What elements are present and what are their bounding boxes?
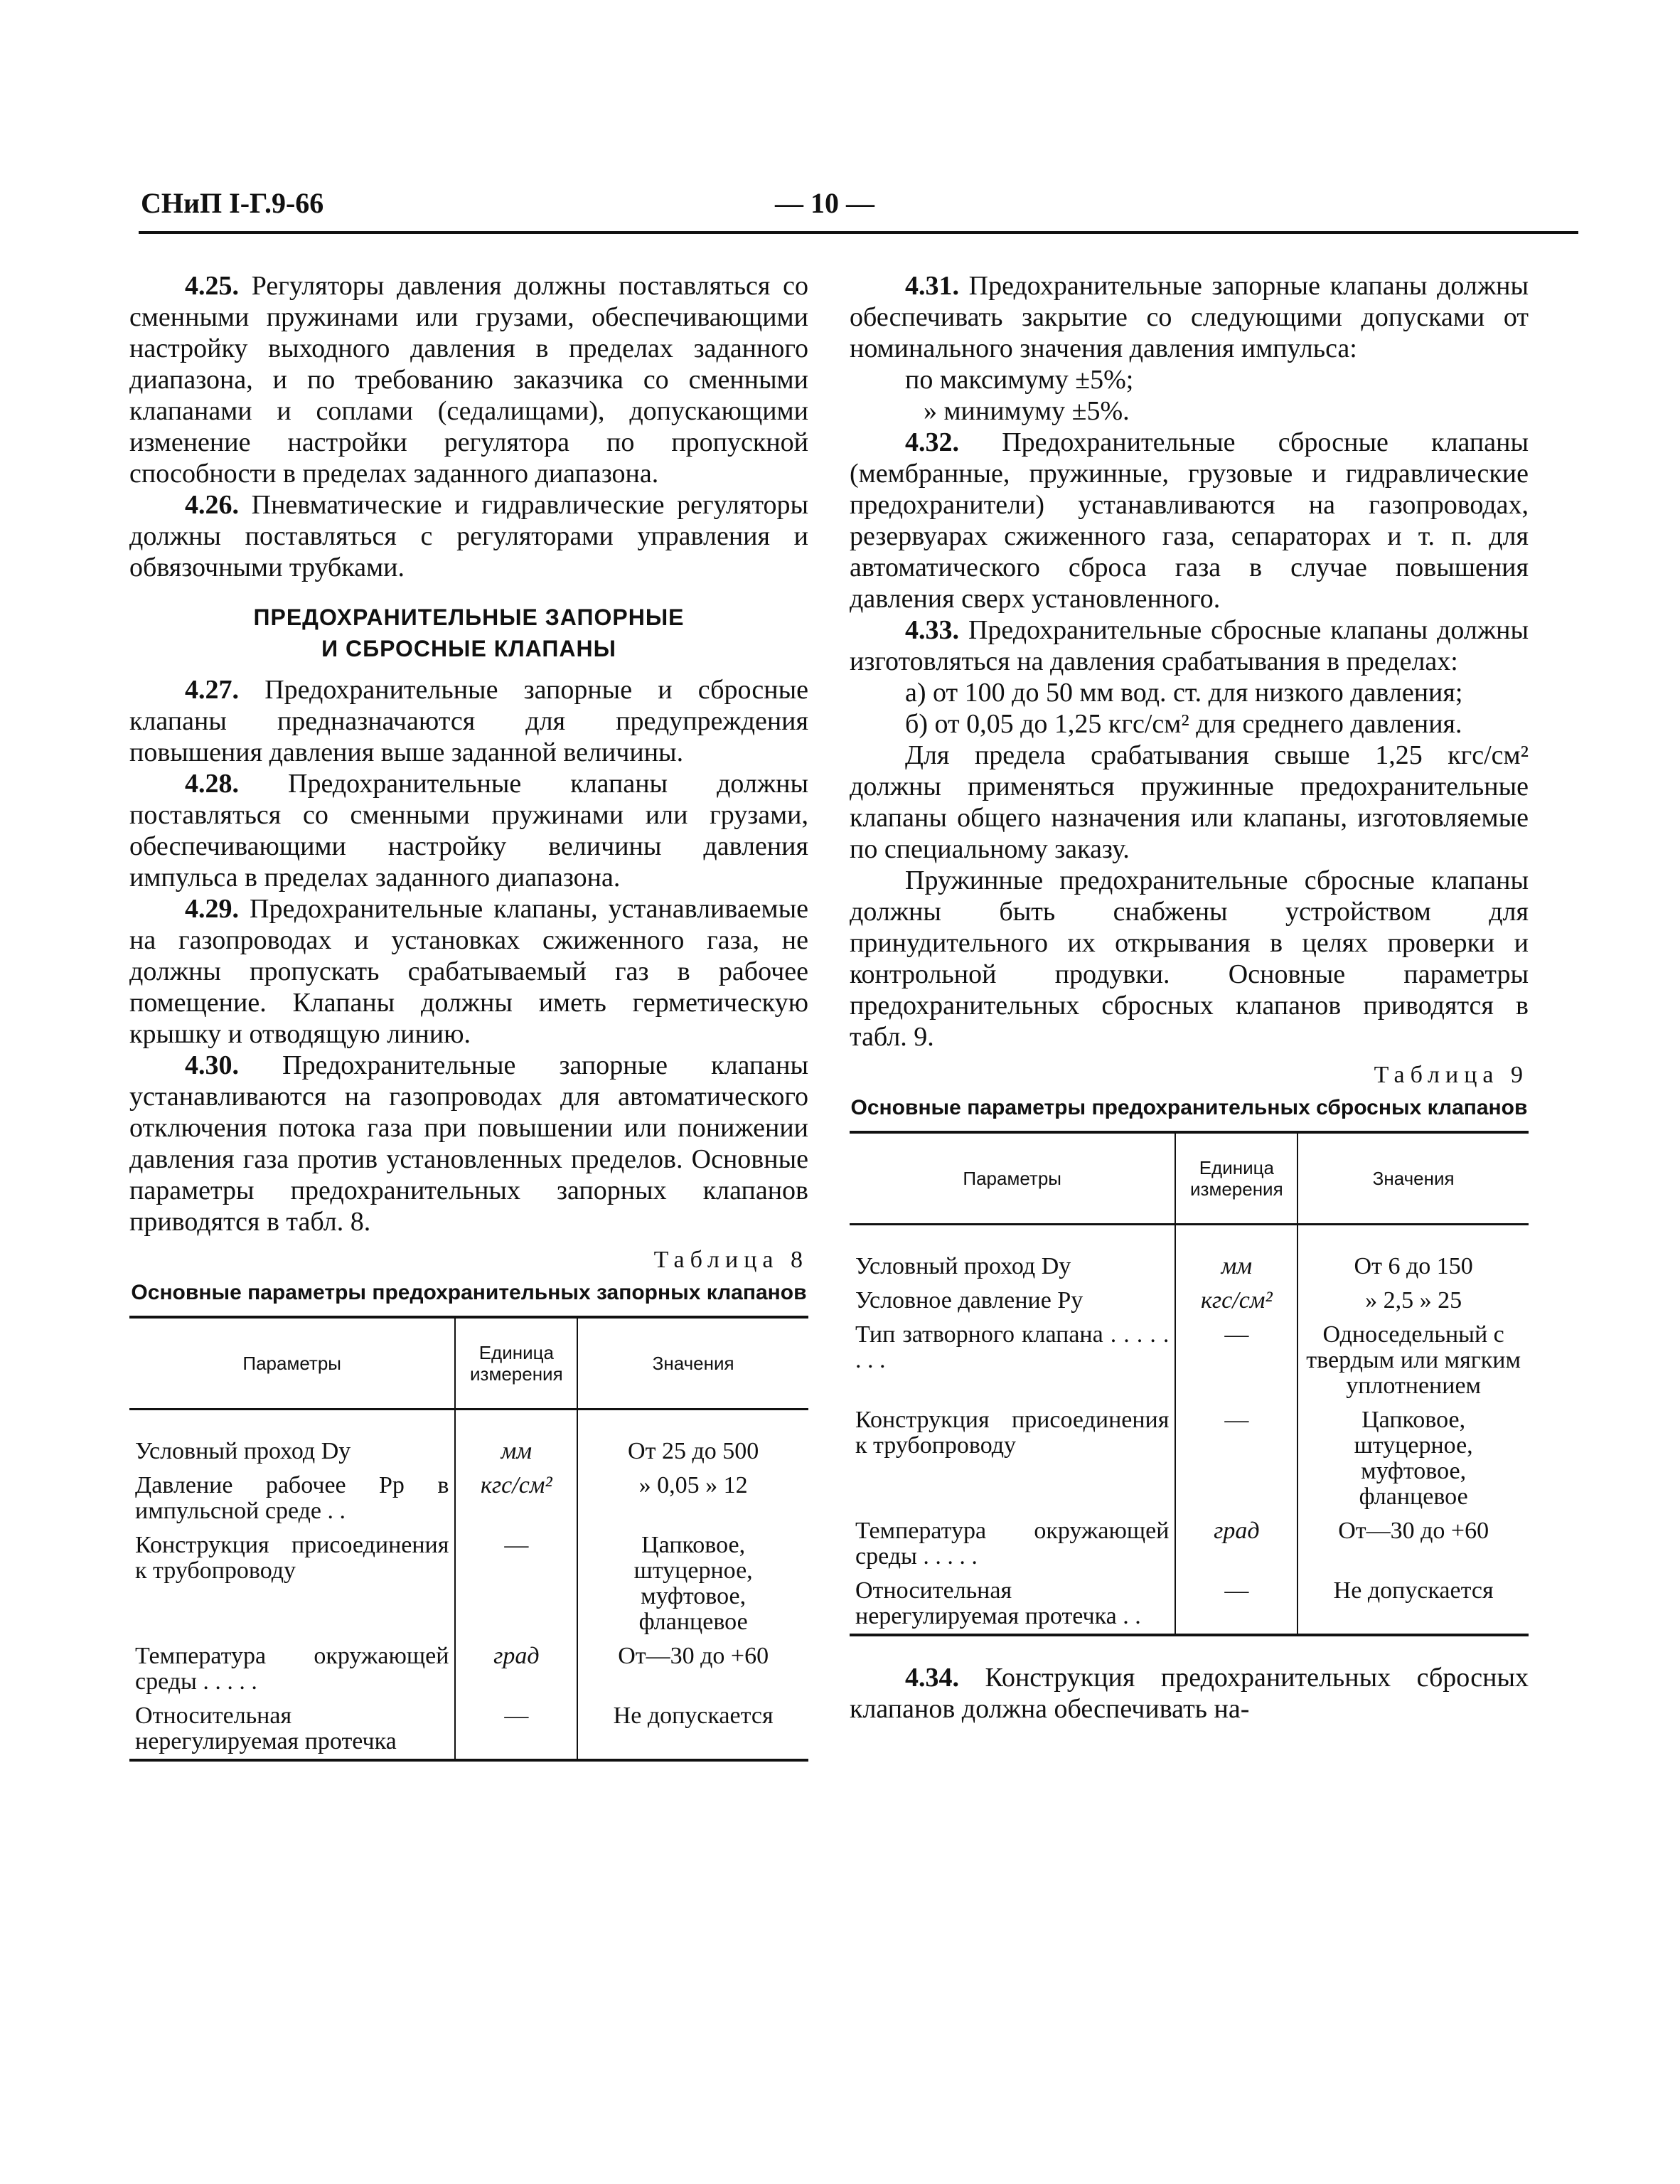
paragraph-text: Регуляторы давления должны поставляться со сменными пружинами или грузами, обеспечивающими настройку выходного давления в пределах заданного диапазона, и по требованию заказчика со сменными клапанами и соплами (седалищами), допускающими изменение настройки регулятора по пропускной способности в пределах заданного диапазона.: [129, 271, 809, 489]
cell-value: От—30 до +60: [577, 1639, 808, 1699]
cell-value: Цапковое, штуцерное, муфтовое, фланцевое: [1298, 1403, 1529, 1514]
paragraph-4-33-b: б) от 0,05 до 1,25 кгс/см² для среднего давления.: [905, 709, 1462, 739]
cell-value: » 0,05 » 12: [577, 1469, 808, 1528]
cell-value: От 25 до 500: [577, 1410, 808, 1469]
paragraph-text: Предохранительные запорные и сбросные клапаны предназначаются для предупреждения повышения давления выше заданной величины.: [129, 675, 809, 767]
cell-param: Условное давление Pу: [855, 1287, 1084, 1314]
cell-param: Конструкция присоединения к трубопроводу: [135, 1532, 449, 1584]
paragraph-number: 4.25.: [185, 271, 239, 301]
cell-value: Не допускается: [1298, 1574, 1529, 1635]
table-row: [850, 1574, 1529, 1635]
paragraph-number: 4.27.: [185, 675, 239, 705]
paragraph-text: Предохранительные клапаны должны поставляться со сменными пружинами или грузами, обеспечивающими настройку величины давления импульса в пределах заданного диапазона.: [129, 769, 808, 893]
column-header-unit: Единица измерения: [455, 1317, 577, 1410]
table-row: [850, 1514, 1529, 1574]
table-row: [850, 1225, 1529, 1284]
cell-param: Условный проход Dу: [135, 1438, 351, 1464]
paragraph-text: Предохранительные запорные клапаны устанавливаются на газопроводах для автоматического отключения потока газа при повышении или понижении давления газа против установленных пределов. Основные параметры предохранительных запорных клапанов приводятся в табл. 8.: [129, 1050, 808, 1237]
section-heading-line: ПРЕДОХРАНИТЕЛЬНЫЕ ЗАПОРНЫЕ: [253, 604, 685, 630]
table-row: [129, 1469, 808, 1528]
cell-param: Температура окружающей среды . . . . .: [855, 1518, 1170, 1570]
paragraph-text: Предохранительные запорные клапаны должны обеспечивать закрытие со следующими допусками от номинального значения давления импульса:: [850, 271, 1529, 363]
cell-value: Цапковое, штуцерное, муфтовое, фланцевое: [577, 1528, 808, 1639]
page-number: — 10 —: [775, 187, 874, 219]
paragraph-number: 4.28.: [185, 769, 239, 799]
cell-value: От—30 до +60: [1298, 1514, 1529, 1574]
table-9-label: Таблица 9: [1374, 1062, 1529, 1088]
paragraph-text: Предохранительные сбросные клапаны должны изготовляться на давления срабатывания в пределах:: [850, 615, 1529, 676]
cell-unit: —: [1175, 1574, 1298, 1635]
paragraph-4-33-a: а) от 100 до 50 мм вод. ст. для низкого давления;: [905, 678, 1463, 708]
cell-unit: град: [1175, 1514, 1298, 1574]
table-8-caption: Основные параметры предохранительных запорных клапанов: [131, 1281, 807, 1304]
paragraph-number: 4.33.: [905, 615, 959, 645]
paragraph-4-32: [850, 427, 1529, 614]
paragraph-number: 4.30.: [185, 1050, 239, 1080]
cell-param: Относительная нерегулируемая протечка . .: [855, 1577, 1141, 1629]
tolerance-max: по максимуму ±5%;: [905, 365, 1134, 395]
header-rule: [139, 231, 1578, 234]
paragraph-number: 4.26.: [185, 490, 239, 520]
cell-value: » 2,5 » 25: [1298, 1284, 1529, 1318]
cell-value: Не допускается: [577, 1699, 808, 1760]
document-code: СНиП I-Г.9-66: [141, 187, 324, 219]
column-header-unit: Единица измерения: [1175, 1132, 1298, 1225]
paragraph-4-34: [850, 1662, 1529, 1725]
section-heading-line: И СБРОСНЫЕ КЛАПАНЫ: [321, 636, 616, 661]
paragraph-4-31: [850, 270, 1529, 364]
cell-unit: мм: [455, 1410, 577, 1469]
cell-unit: кгс/см²: [455, 1469, 577, 1528]
paragraph-number: 4.32.: [905, 427, 959, 457]
cell-value: Односедельный с твердым или мягким уплотнением: [1298, 1318, 1529, 1403]
paragraph-4-33: [850, 614, 1529, 677]
cell-unit: —: [1175, 1403, 1298, 1514]
table-9: [850, 1131, 1529, 1636]
paragraph-4-26: [129, 489, 808, 583]
section-heading: [129, 602, 808, 664]
paragraph-4-25: [129, 270, 808, 489]
table-8-label: Таблица 8: [653, 1247, 808, 1273]
table-row: [850, 1403, 1529, 1514]
paragraph-number: 4.31.: [905, 271, 959, 301]
paragraph-4-29: [129, 893, 808, 1050]
cell-param: Давление рабочее Pр в импульсной среде . .: [135, 1472, 449, 1524]
table-row: [129, 1699, 808, 1760]
cell-param: Относительная нерегулируемая протечка: [135, 1703, 397, 1754]
cell-param: Конструкция присоединения к трубопроводу: [855, 1407, 1170, 1459]
table-row: [850, 1318, 1529, 1403]
cell-unit: мм: [1175, 1225, 1298, 1284]
cell-unit: —: [1175, 1318, 1298, 1403]
paragraph-4-30: [129, 1050, 808, 1237]
paragraph-text: Предохранительные клапаны, устанавливаемые на газопроводах и установках сжиженного газа, не должны пропускать срабатываемый газ в рабочее помещение. Клапаны должны иметь герметическую крышку и отводящую линию.: [129, 894, 808, 1049]
table-9-caption: Основные параметры предохранительных сбросных клапанов: [850, 1096, 1528, 1119]
paragraph-4-28: [129, 768, 808, 893]
paragraph-4-27: [129, 674, 808, 768]
paragraph-4-33-c: Для предела срабатывания свыше 1,25 кгс/см² должны применяться пружинные предохранительные клапаны общего назначения или клапаны, изготовляемые по специальному заказу.: [850, 740, 1529, 864]
paragraph-text: Предохранительные сбросные клапаны (мембранные, пружинные, грузовые и гидравлические предохранители) устанавливаются на газопроводах, резервуарах сжиженного газа, сепараторах и т. п. для автоматического сброса газа в случае повышения давления сверх установленного.: [850, 427, 1529, 614]
cell-unit: —: [455, 1699, 577, 1760]
paragraph-text: Пневматические и гидравлические регуляторы должны поставляться с регуляторами управления и обвязочными трубками.: [129, 490, 808, 582]
right-column: [850, 270, 1529, 1725]
cell-param: Условный проход Dу: [855, 1253, 1071, 1279]
table-row: [129, 1528, 808, 1639]
cell-unit: град: [455, 1639, 577, 1699]
paragraph-number: 4.29.: [185, 894, 239, 924]
cell-value: От 6 до 150: [1298, 1225, 1529, 1284]
cell-param: Тип затворного клапана . . . . . . . .: [855, 1321, 1170, 1373]
paragraph-number: 4.34.: [905, 1663, 959, 1693]
table-row: [129, 1410, 808, 1469]
paragraph-4-33-d: Пружинные предохранительные сбросные клапаны должны быть снабжены устройством для принудительного их открывания в целях проверки и контрольной продувки. Основные параметры предохранительных сбросных клапанов приводятся в табл. 9.: [850, 865, 1529, 1052]
cell-param: Температура окружающей среды . . . . .: [135, 1643, 449, 1695]
left-column: [129, 270, 808, 1762]
cell-unit: кгс/см²: [1175, 1284, 1298, 1318]
column-header-values: Значения: [1298, 1132, 1529, 1225]
table-8: [129, 1316, 808, 1762]
paragraph-text: Конструкция предохранительных сбросных клапанов должна обеспечивать на-: [850, 1663, 1529, 1724]
column-header-params: Параметры: [850, 1132, 1175, 1225]
tolerance-min: » минимуму ±5%.: [924, 396, 1130, 426]
table-row: [850, 1284, 1529, 1318]
cell-unit: —: [455, 1528, 577, 1639]
column-header-values: Значения: [577, 1317, 808, 1410]
table-row: [129, 1639, 808, 1699]
column-header-params: Параметры: [129, 1317, 455, 1410]
